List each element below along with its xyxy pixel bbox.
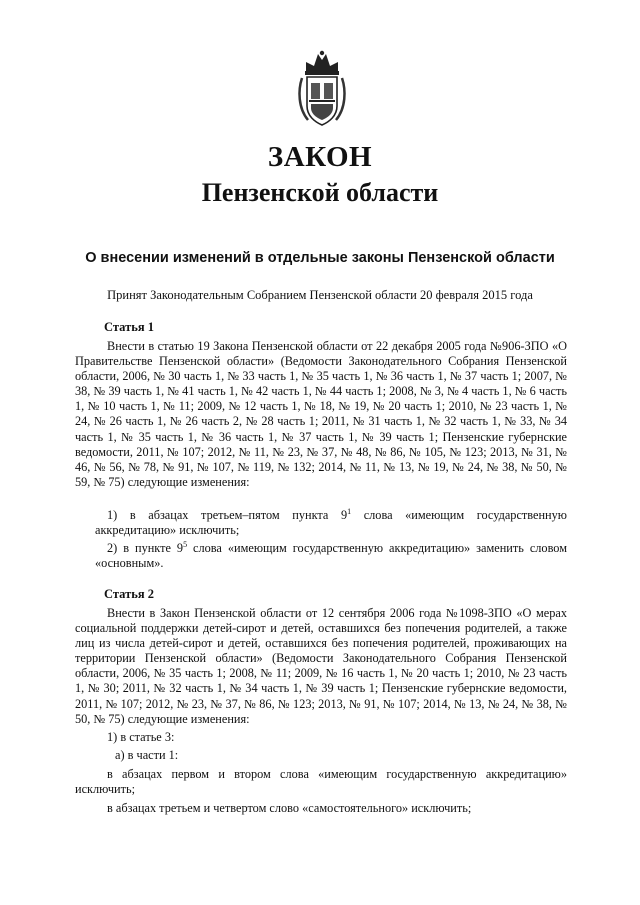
article-2-item-1-text: 1) в статье 3:: [107, 730, 175, 744]
article-2-item-1: [75, 730, 567, 745]
article-1-intro: Внести в статью 19 Закона Пензенской области от 22 декабря 2005 года №906-ЗПО «О Правительстве Пензенской области» (Ведомости Законодательного Собрания Пензенской области, 2006, № 30 часть 1, № 33 часть 1, № 35 часть 1, № 36 часть 1, № 37 часть 1; 2007, № 38, № 39 часть 1, № 41 часть 1, № 42 часть 1, № 44 часть 1; 2008, № 3, № 4 часть 1, № 6 часть 1, № 10 часть 1, № 11; 2009, № 12 часть 1, № 18, № 19, № 20 часть 1; 2010, № 23 часть 1, № 24, № 26 часть 1, № 26 часть 2, № 28 часть 1; 2011, № 31 часть 1, № 32 часть 1, № 33, № 34 часть 1, № 35 часть 1, № 36 часть 1, № 37 часть 1, № 39 часть 1; Пензенские губернские ведомости, 2011, № 107; 2012, № 11, № 23, № 37, № 48, № 86, № 105, № 123; 2013, № 31, № 46, № 56, № 78, № 91, № 107, № 119, № 132; 2014, № 11, № 13, № 19, № 24, № 38, № 50, № 59, № 75) следующие изменения:: [75, 339, 567, 489]
article-2-para-1: [75, 767, 567, 797]
article-1-item-2: [75, 541, 567, 571]
article-1-item-1: [75, 508, 567, 538]
article-1-item-2-sup: 5: [183, 539, 188, 549]
document-type-title: ЗАКОН: [267, 141, 373, 173]
article-1-item-1-sup: 1: [347, 506, 352, 516]
penza-coat-of-arms-icon: [296, 50, 348, 128]
article-2-para-2: [75, 801, 567, 816]
article-2-sub-a: [75, 748, 567, 763]
article-1-item-1-text-b: слова «имеющим государственную аккредитацию» исключить;: [95, 508, 567, 538]
article-1-item-2-text-a: 2) в пункте 9: [107, 541, 184, 555]
article-2-para-2-text: в абзацах третьем и четвертом слово «самостоятельного» исключить;: [107, 801, 472, 815]
article-1-body: [75, 339, 567, 490]
article-2-intro: Внести в Закон Пензенской области от 12 сентября 2006 года №1098-ЗПО «О мерах социальной поддержки детей-сирот и детей, оставшихся без попечения родителей, а также лиц из числа детей-сирот и детей, оставшихся без попечения родителей, проживающих на территории Пензенской области» (Ведомости Законодательного Собрания Пензенской области, 2006, № 35 часть 1; 2008, № 11; 2009, № 16 часть 1, № 20 часть 1; 2010, № 23 часть 1, № 30; 2011, № 32 часть 1, № 34 часть 1, № 39 часть 1; Пензенские губернские ведомости, 2011, № 107; 2012, № 23, № 37, № 86, № 123; 2013, № 91, № 107; 2014, № 13, № 24, № 38, № 50, № 75) следующие изменения:: [75, 606, 567, 726]
article-1-item-1-text-a: 1) в абзацах третьем–пятом пункта 9: [107, 508, 348, 522]
article-2-sub-a-text: а) в части 1:: [115, 748, 179, 762]
article-2-body: [75, 606, 567, 727]
adoption-line: Принят Законодательным Собранием Пензенской области 20 февраля 2015 года: [107, 288, 533, 302]
article-1-title: Статья 1: [104, 320, 154, 334]
article-2-para-1-text: в абзацах первом и втором слова «имеющим государственную аккредитацию» исключить;: [75, 767, 567, 797]
law-title: О внесении изменений в отдельные законы Пензенской области: [85, 250, 555, 266]
article-1-item-2-text-b: слова «имеющим государственную аккредитацию» заменить словом «основным».: [95, 541, 567, 571]
region-title: Пензенской области: [201, 178, 439, 207]
article-2-title: Статья 2: [104, 587, 154, 601]
